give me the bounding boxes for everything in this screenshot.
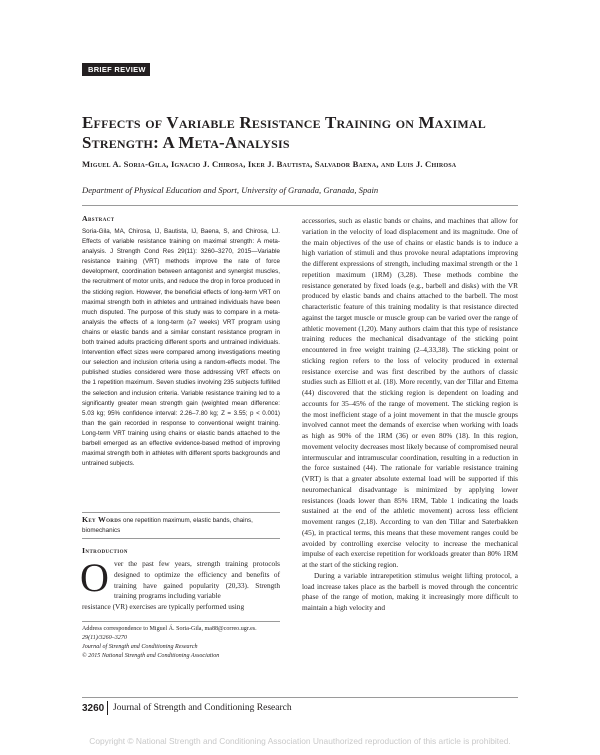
abstract-body: Variable resistance training (VRT) methods improve the rate of force development, coordination between antagonist and synergist muscles, the recruitment of motor units, and reduce the drop in force produced in the sticking region. However, the beneficial effects of long-term VRT on maximal strength both in athletes and untrained individuals have been much disputed. The purpose of this study was to compare in a meta-analysis the effects of a long-term (≥7 weeks) VRT program using chains or elastic bands and a similar constant resistance program in both trained adults practicing different sports and untrained individuals. Intervention effect sizes were compared among investigations meeting our selection and inclusion criteria using a random-effects model. The published studies considered were those addressing VRT effects on the 1 repetition maximum. Seven studies involving 235 subjects fulfilled the selection and inclusion criteria. Variable resistance training led to a significantly greater mean strength gain (weighted mean difference: 5.03 kg; 95% confidence interval: 2.26–7.80 kg; Z = 3.55; p < 0.001) than the gain recorded in response to conventional weight training. Long-term VRT training using chains or elastic bands attached to the barbell emerged as an effective evidence-based method of improving maximal strength both in athletes with different sports backgrounds and untrained subjects. [82,248,280,468]
footer-separator [107,701,108,715]
page-number: 3260 [82,703,105,714]
right-column-text [302,216,518,614]
section-badge: BRIEF REVIEW [82,63,150,76]
footnote-divider [82,621,280,622]
journal-name-footnote: Journal of Strength and Conditioning Research [82,644,198,651]
running-footer: Journal of Strength and Conditioning Research [113,703,292,713]
introduction-heading: Introduction [82,546,128,555]
keywords [82,515,280,536]
volume-info: 29(11)/3260–3270 [82,635,127,642]
abstract-heading: Abstract [82,214,115,223]
footer-divider [82,697,518,698]
body-paragraph: accessories, such as elastic bands or chains, and machines that allow for variation in the velocity of load displacement and its magnitude. One of the main objectives of the use of chains or elastic bands is to induce a high variation of stimuli and thus provoke neural adaptations improving the different expressions of strength, including maximal strength or the 1 repetition maximum (1RM) (3,28). These methods combine the resistance generated by fixed loads (e.g., barbell and disks) with the VR produced by elastic bands and chains attached to the barbell. The most characteristic feature of this training modality is that resistance directed against the target muscle or muscle group can be varied over the range of athletic movement (1,20). Many authors claim that this type of resistance training reduces the mechanical disadvantage of the sticking point encountered in free weight training (2–4,33,38). The sticking point or sticking region refers to the loss of velocity produced in external resistance exercise and was first described by the authors of classic studies such as Elliott et al. (18). More recently, van der Tillar and Ettema (44) discovered that the sticking region is dependent on loading and accounts for 35–45% of the range of movement. The sticking region is the most inefficient stage of a joint movement in that the muscle groups involved cannot meet the demands of exercise when working with loads as high as 90% of the 1RM (36) or even 80% (18). In this region, movement velocity decreases most likely because of compromised neural intermuscular and intramuscular coordination, resulting in a reduction in the force sustained (44). The rationale for variable resistance training (VRT) is that a greater absolute external load will be supported if this neuromechanical disadvantage is minimized by applying lower resistances (loads lower than 85% 1RM, Table 1 indicating the loads sustained at the end of the athletic movement) across less efficient movement ranges (2,18). According to van den Tillar and Saterbakken (45), in practical terms, this means that these movement ranges could be avoided by controlling exercise velocity to increase the mechanical impulse of each exercise repetition for workloads greater than 80% 1RM at the start of the sticking region. [302,216,518,569]
copyright-watermark: Copyright © National Strength and Conditioning Association Unauthorized reproduction of this article is prohibited. [89,736,511,746]
copyright-line: © 2015 National Strength and Conditioning Association [82,653,220,660]
author-list: Miguel A. Soria-Gila, Ignacio J. Chirosa, Iker J. Bautista, Salvador Baena, and Luis J. Chirosa [82,159,457,169]
keywords-divider-top [82,512,280,513]
affiliation: Department of Physical Education and Sport, University of Granada, Granada, Spain [82,185,379,195]
body-paragraph: During a variable intrarepetition stimulus weight lifting protocol, a load increase takes place as the barbell is moved through the concentric phase of the range of motion, making it increasingly more difficult to maintain a high velocity and [302,570,518,612]
abstract-text [82,227,280,469]
introduction-text-indented: ver the past few years, strength training protocols designed to optimize the efficiency and benefits of training have gained popularity (20,33). Strength training programs including variable [114,559,280,601]
introduction-text-continued: resistance (VR) exercises are typically performed using [82,602,245,611]
correspondence-address: Address correspondence to Miguel Á. Soria-Gila, ma88@correo.ugr.es. [82,626,257,632]
header-divider [82,205,518,206]
keywords-label: Key Words [82,515,122,524]
article-title: Effects of Variable Resistance Training on Maximal Strength: A Meta-Analysis [82,113,486,152]
abstract-citation: Soria-Gila, MA, Chirosa, IJ, Bautista, IJ, Baena, S, and Chirosa, LJ. Effects of variable resistance training on maximal strength: A meta-analysis. J Strength Cond Res 29(11): 3260–3270, 2015— [82,228,280,256]
keywords-divider-bottom [82,538,280,539]
footnote [82,625,280,661]
drop-cap: O [80,555,109,600]
keywords-text: one repetition maximum, elastic bands, chains, biomechanics [82,517,253,535]
